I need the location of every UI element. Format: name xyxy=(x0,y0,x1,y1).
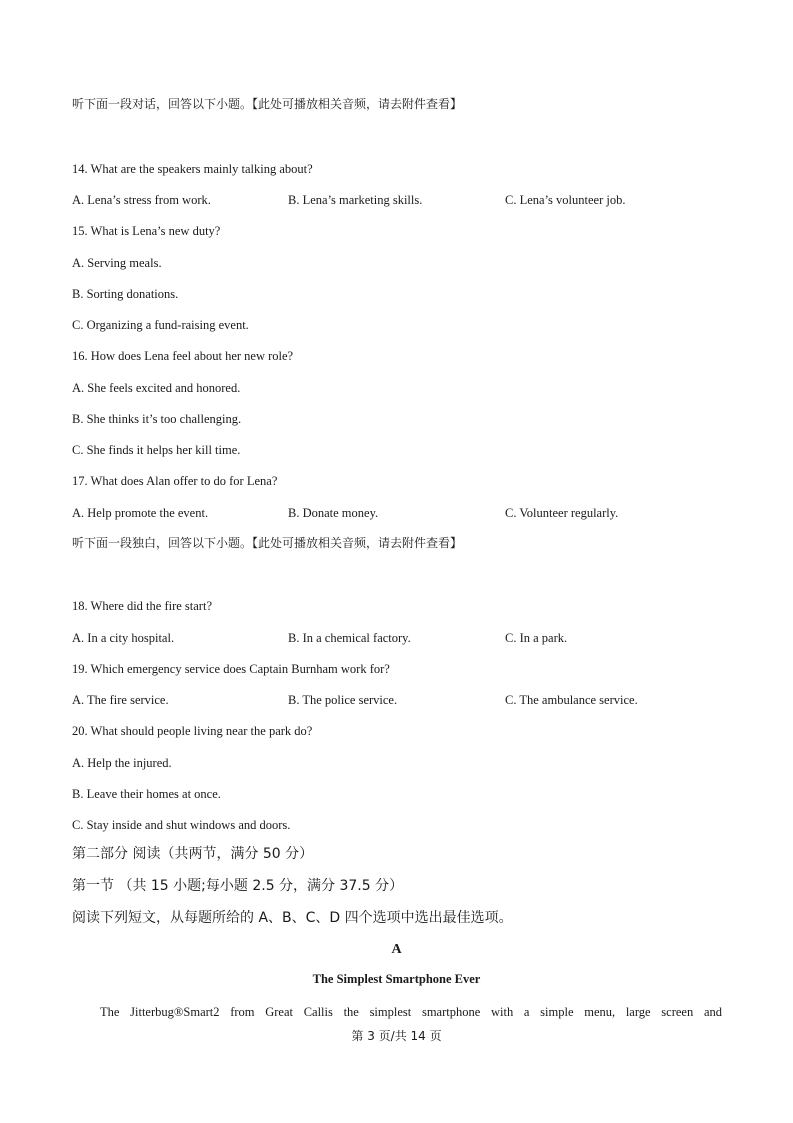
q15-option-b: B. Sorting donations. xyxy=(72,287,179,301)
q15-option-a: A. Serving meals. xyxy=(72,256,162,270)
question-17: 17. What does Alan offer to do for Lena? xyxy=(72,474,278,488)
q17-option-c: C. Volunteer regularly. xyxy=(505,506,619,520)
passage-letter: A xyxy=(391,942,402,957)
section2-instruction: 听下面一段独白，回答以下小题。【此处可播放相关音频，请去附件查看】 xyxy=(72,536,463,550)
q19-option-a: A. The fire service. xyxy=(72,693,169,707)
q20-option-b: B. Leave their homes at once. xyxy=(72,787,221,801)
part2-heading: 第二部分 阅读（共两节，满分 50 分） xyxy=(72,846,314,862)
q17-option-a: A. Help promote the event. xyxy=(72,506,209,520)
q17-option-b: B. Donate money. xyxy=(288,506,379,520)
question-15: 15. What is Lena’s new duty? xyxy=(72,224,221,238)
q20-option-a: A. Help the injured. xyxy=(72,756,172,770)
q15-option-c: C. Organizing a fund-raising event. xyxy=(72,318,249,332)
q16-option-c: C. She finds it helps her kill time. xyxy=(72,443,241,457)
passage-title: The Simplest Smartphone Ever xyxy=(312,972,481,986)
part2-subheading: 第一节 （共 15 小题;每小题 2.5 分，满分 37.5 分） xyxy=(72,878,404,894)
q14-option-b: B. Lena’s marketing skills. xyxy=(288,193,423,207)
q18-option-c: C. In a park. xyxy=(505,631,568,645)
q19-option-b: B. The police service. xyxy=(288,693,398,707)
q14-option-a: A. Lena’s stress from work. xyxy=(72,193,211,207)
q16-option-b: B. She thinks it’s too challenging. xyxy=(72,412,242,426)
section1-instruction: 听下面一段对话，回答以下小题。【此处可播放相关音频，请去附件查看】 xyxy=(72,97,463,111)
q16-option-a: A. She feels excited and honored. xyxy=(72,381,241,395)
q19-option-c: C. The ambulance service. xyxy=(505,693,638,707)
question-20: 20. What should people living near the park do? xyxy=(72,724,313,738)
part2-instruction: 阅读下列短文，从每题所给的 A、B、C、D 四个选项中选出最佳选项。 xyxy=(72,910,513,926)
q14-option-c: C. Lena’s volunteer job. xyxy=(505,193,626,207)
question-18: 18. Where did the fire start? xyxy=(72,599,212,613)
question-16: 16. How does Lena feel about her new role? xyxy=(72,349,294,363)
q20-option-c: C. Stay inside and shut windows and doors. xyxy=(72,818,291,832)
page-footer: 第 3 页/共 14 页 xyxy=(351,1029,442,1043)
q18-option-b: B. In a chemical factory. xyxy=(288,631,411,645)
question-14: 14. What are the speakers mainly talking about? xyxy=(72,162,313,176)
q18-option-a: A. In a city hospital. xyxy=(72,631,175,645)
passage-first-line: The Jitterbug®Smart2 from Great Callis the simplest smartphone with a simple menu, large screen and xyxy=(100,1005,722,1019)
question-19: 19. Which emergency service does Captain Burnham work for? xyxy=(72,662,390,676)
